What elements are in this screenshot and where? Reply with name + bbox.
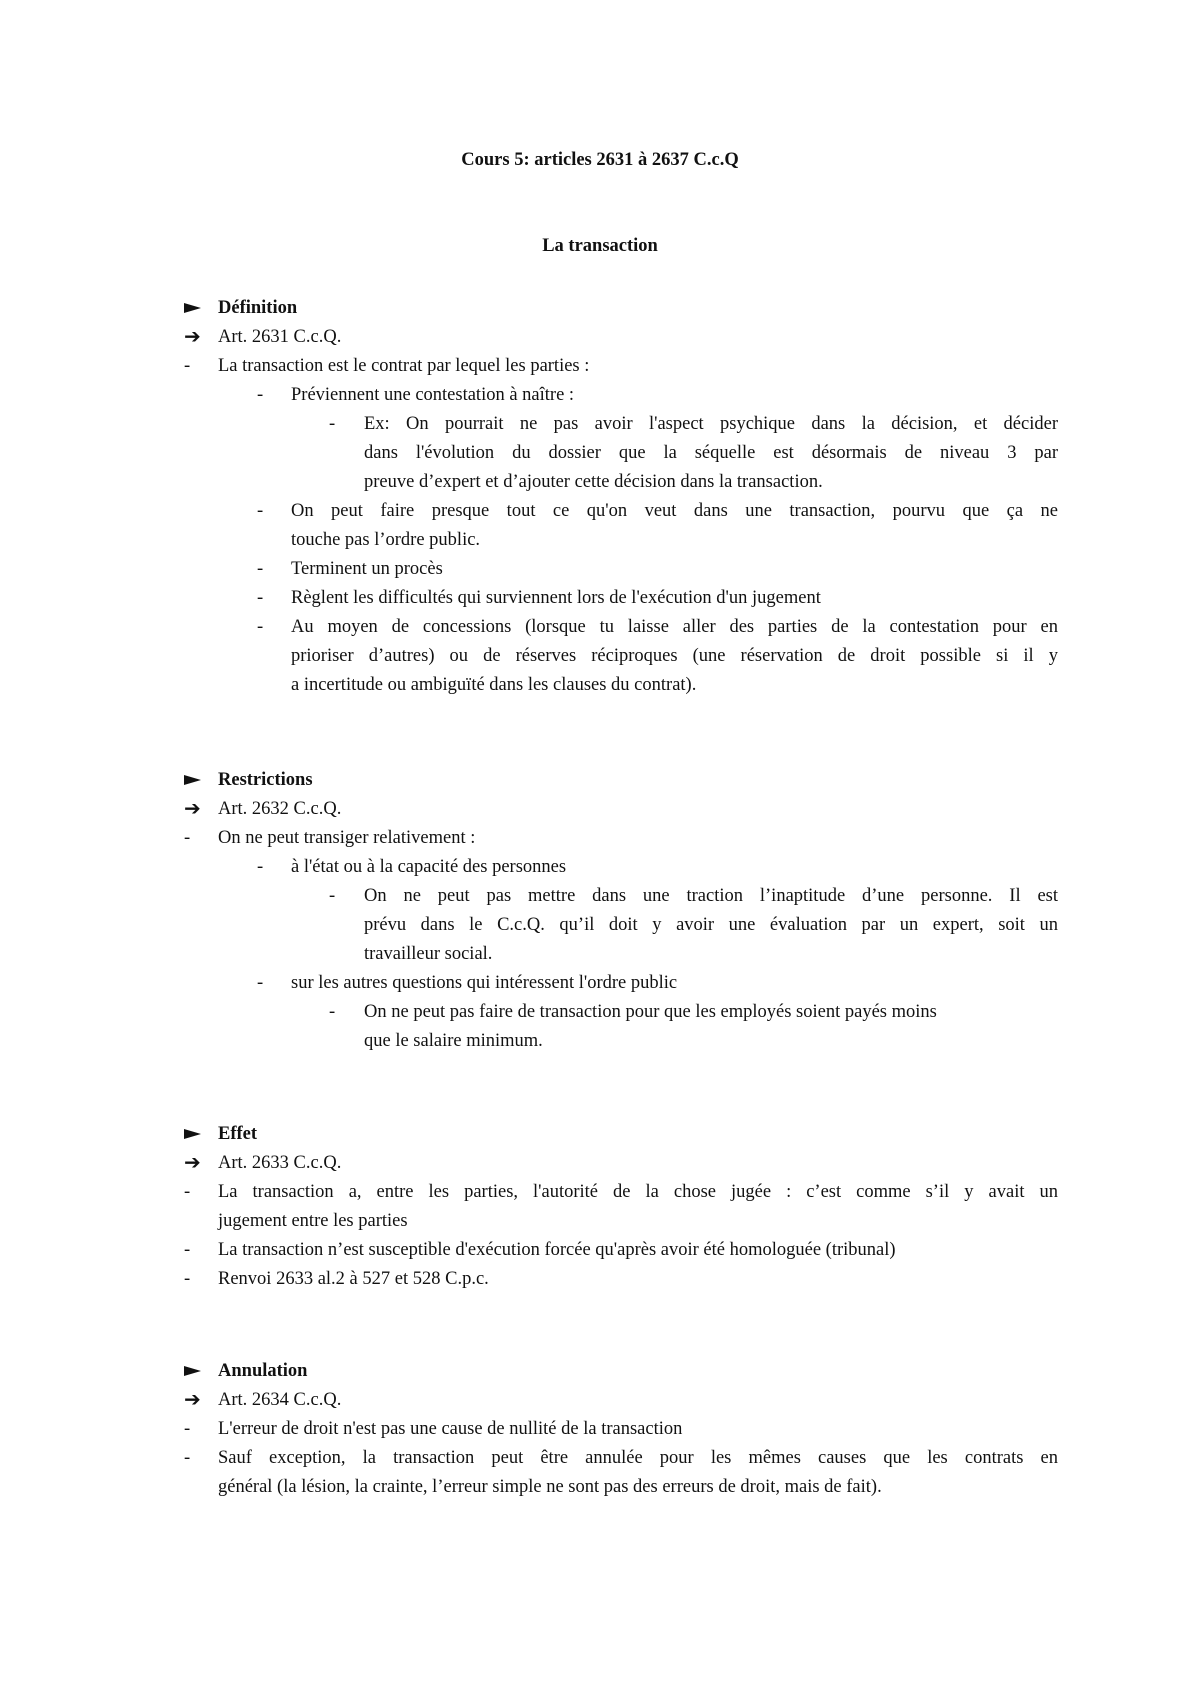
list-item-continuation: général (la lésion, la crainte, l’erreur simple ne sont pas des erreurs de droit, mais de fait). bbox=[218, 1477, 882, 1497]
list-item: - Au moyen de concessions (lorsque tu laisse aller des parties de la contestation pour en bbox=[257, 617, 1058, 637]
section-restrictions bbox=[0, 766, 1200, 1056]
list-item-continuation: prioriser d’autres) ou de réserves réciproques (une réservation de droit possible si il y bbox=[291, 646, 1058, 666]
list-item: - On ne peut pas mettre dans une traction l’inaptitude d’une personne. Il est bbox=[329, 886, 1058, 906]
list-item: - La transaction n’est susceptible d'exécution forcée qu'après avoir été homologuée (tribunal) bbox=[184, 1240, 896, 1260]
list-item: - à l'état ou à la capacité des personnes bbox=[257, 857, 567, 877]
arrowhead-bullet-icon bbox=[184, 775, 201, 785]
list-item-continuation: touche pas l’ordre public. bbox=[291, 530, 481, 550]
arrowhead-bullet-icon bbox=[184, 303, 201, 313]
list-item: - L'erreur de droit n'est pas une cause de nullité de la transaction bbox=[184, 1419, 683, 1439]
section-effet bbox=[0, 1120, 1200, 1294]
article-reference: ➔ Art. 2631 C.c.Q. bbox=[0, 323, 1200, 352]
list-item: - La transaction est le contrat par lequel les parties : bbox=[184, 356, 590, 376]
list-item: - Terminent un procès bbox=[257, 559, 443, 579]
section-heading: Définition bbox=[0, 294, 1200, 323]
list-item-continuation: jugement entre les parties bbox=[218, 1211, 408, 1231]
article-reference: ➔ Art. 2632 C.c.Q. bbox=[0, 795, 1200, 824]
list-item: - On ne peut pas faire de transaction pour que les employés soient payés moins bbox=[329, 1002, 937, 1022]
arrowhead-bullet-icon bbox=[184, 1129, 201, 1139]
article-reference: ➔ Art. 2634 C.c.Q. bbox=[0, 1386, 1200, 1415]
right-arrow-icon: ➔ bbox=[184, 1389, 201, 1411]
list-item: - La transaction a, entre les parties, l'autorité de la chose jugée : c’est comme s’il y avait un bbox=[184, 1182, 1058, 1202]
list-item-continuation: que le salaire minimum. bbox=[364, 1031, 543, 1051]
section-heading: Effet bbox=[0, 1120, 1200, 1149]
section-annulation bbox=[0, 1357, 1200, 1502]
list-item-continuation: prévu dans le C.c.Q. qu’il doit y avoir une évaluation par un expert, soit un bbox=[364, 915, 1058, 935]
section-heading: Annulation bbox=[0, 1357, 1200, 1386]
article-reference: ➔ Art. 2633 C.c.Q. bbox=[0, 1149, 1200, 1178]
section-heading: Restrictions bbox=[0, 766, 1200, 795]
right-arrow-icon: ➔ bbox=[184, 1152, 201, 1174]
list-item: - sur les autres questions qui intéressent l'ordre public bbox=[257, 973, 678, 993]
list-item: - Sauf exception, la transaction peut être annulée pour les mêmes causes que les contrats en bbox=[184, 1448, 1058, 1468]
right-arrow-icon: ➔ bbox=[184, 798, 201, 820]
document-title: Cours 5: articles 2631 à 2637 C.c.Q bbox=[461, 150, 739, 170]
right-arrow-icon: ➔ bbox=[184, 326, 201, 348]
list-item-continuation: preuve d’expert et d’ajouter cette décision dans la transaction. bbox=[364, 472, 823, 492]
list-item: - Renvoi 2633 al.2 à 527 et 528 C.p.c. bbox=[184, 1269, 489, 1289]
document-subtitle: La transaction bbox=[542, 236, 658, 256]
list-item: - Ex: On pourrait ne pas avoir l'aspect psychique dans la décision, et décider bbox=[329, 414, 1058, 434]
list-item: - On ne peut transiger relativement : bbox=[184, 828, 476, 848]
list-item: - Préviennent une contestation à naître : bbox=[257, 385, 575, 405]
list-item-continuation: travailleur social. bbox=[364, 944, 493, 964]
list-item: - On peut faire presque tout ce qu'on veut dans une transaction, pourvu que ça ne bbox=[257, 501, 1058, 521]
arrowhead-bullet-icon bbox=[184, 1366, 201, 1376]
list-item-continuation: a incertitude ou ambiguïté dans les clauses du contrat). bbox=[291, 675, 697, 695]
list-item: - Règlent les difficultés qui surviennent lors de l'exécution d'un jugement bbox=[257, 588, 821, 608]
list-item-continuation: dans l'évolution du dossier que la séquelle est désormais de niveau 3 par bbox=[364, 443, 1058, 463]
section-definition bbox=[0, 294, 1200, 700]
